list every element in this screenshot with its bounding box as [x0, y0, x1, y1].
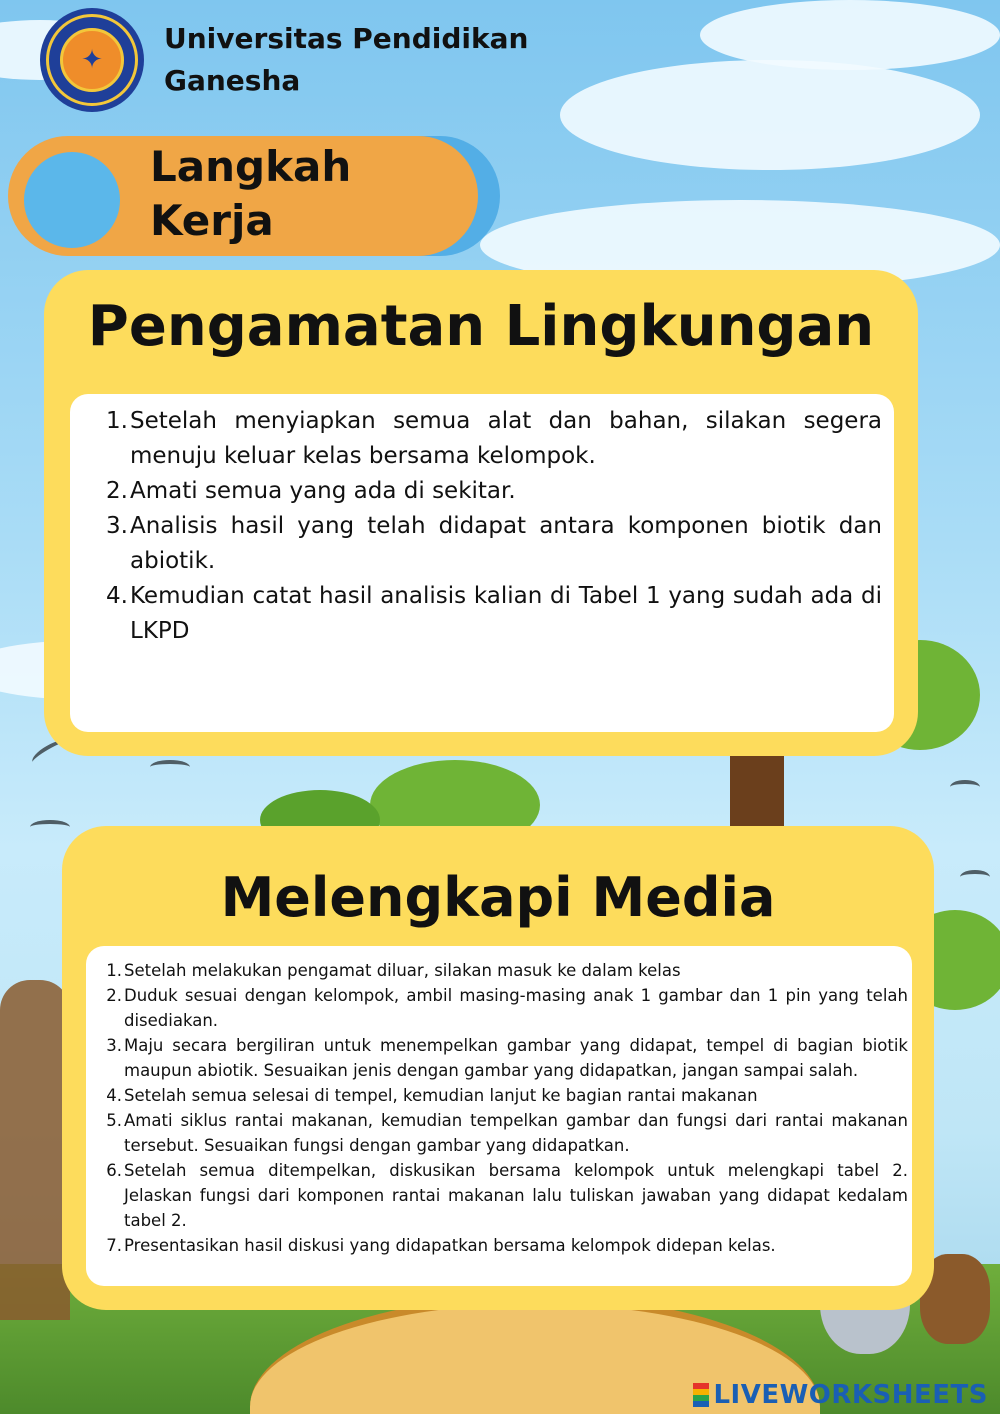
section-label-line2: Kerja	[150, 196, 274, 245]
watermark-text: LIVEWORKSHEETS	[713, 1380, 988, 1410]
bird-icon	[950, 780, 980, 794]
section-label-circle	[20, 148, 124, 252]
animal-illustrations	[0, 980, 70, 1320]
step-text: Kemudian catat hasil analisis kalian di Tabel 1 yang sudah ada di LKPD	[130, 583, 882, 644]
step-text: Presentasikan hasil diskusi yang didapatkan bersama kelompok didepan kelas.	[124, 1236, 776, 1255]
observation-step	[100, 474, 882, 509]
cloud	[700, 0, 1000, 70]
section-label	[8, 136, 488, 256]
media-step	[104, 1033, 908, 1083]
media-steps-list	[104, 958, 908, 1258]
step-number: 1.	[106, 408, 128, 434]
step-text: Setelah melakukan pengamat diluar, silakan masuk ke dalam kelas	[124, 961, 681, 980]
liveworksheets-logo-icon	[693, 1383, 709, 1407]
step-number: 4.	[106, 583, 128, 609]
step-number: 6.	[106, 1161, 122, 1180]
page-header	[40, 8, 544, 112]
step-text: Maju secara bergiliran untuk menempelkan gambar yang didapat, tempel di bagian biotik maupun abiotik. Sesuaikan jenis dengan gambar yang didapatkan, jangan sampai salah.	[124, 1036, 908, 1080]
bird-icon	[30, 820, 70, 834]
bird-icon	[960, 870, 990, 884]
step-text: Duduk sesuai dengan kelompok, ambil masing-masing anak 1 gambar dan 1 pin yang telah disediakan.	[124, 986, 908, 1030]
media-step	[104, 983, 908, 1033]
step-text: Setelah semua selesai di tempel, kemudian lanjut ke bagian rantai makanan	[124, 1086, 758, 1105]
step-number: 2.	[106, 478, 128, 504]
observation-title: Pengamatan Lingkungan	[87, 294, 875, 359]
section-label-title	[150, 140, 351, 248]
cloud	[560, 60, 980, 170]
bird-icon	[150, 760, 190, 774]
observation-step	[100, 509, 882, 579]
logo-ring	[46, 14, 138, 106]
step-text: Analisis hasil yang telah didapat antara komponen biotik dan abiotik.	[130, 513, 882, 574]
step-number: 7.	[106, 1236, 122, 1255]
observation-step	[100, 579, 882, 649]
university-logo	[40, 8, 144, 112]
observation-card	[44, 270, 918, 756]
university-name: Universitas Pendidikan Ganesha	[164, 22, 529, 97]
step-number: 3.	[106, 1036, 122, 1055]
step-number: 1.	[106, 961, 122, 980]
media-step	[104, 1083, 908, 1108]
ganesha-emblem-icon: ✦	[60, 28, 124, 92]
observation-steps-list	[100, 404, 882, 649]
media-step	[104, 1108, 908, 1158]
media-steps-box	[86, 946, 912, 1286]
step-number: 5.	[106, 1111, 122, 1130]
step-text: Amati siklus rantai makanan, kemudian tempelkan gambar dan fungsi dari rantai makanan tersebut. Sesuaikan fungsi dengan gambar yang didapatkan.	[124, 1111, 908, 1155]
step-number: 4.	[106, 1086, 122, 1105]
media-step	[104, 1233, 908, 1258]
media-title: Melengkapi Media	[220, 866, 776, 929]
observation-steps-box	[70, 394, 894, 732]
liveworksheets-watermark[interactable]	[693, 1380, 988, 1410]
media-step	[104, 958, 908, 983]
step-text: Setelah semua ditempelkan, diskusikan bersama kelompok untuk melengkapi tabel 2. Jelaskan fungsi dari komponen rantai makanan lalu tuliskan jawaban yang didapat kedalam tabel 2.	[124, 1161, 908, 1230]
step-number: 3.	[106, 513, 128, 539]
step-text: Amati semua yang ada di sekitar.	[130, 478, 516, 504]
step-text: Setelah menyiapkan semua alat dan bahan, silakan segera menuju keluar kelas bersama kelompok.	[130, 408, 882, 469]
media-card	[62, 826, 934, 1310]
step-number: 2.	[106, 986, 122, 1005]
observation-step	[100, 404, 882, 474]
media-step	[104, 1158, 908, 1233]
section-label-line1: Langkah	[150, 142, 352, 191]
